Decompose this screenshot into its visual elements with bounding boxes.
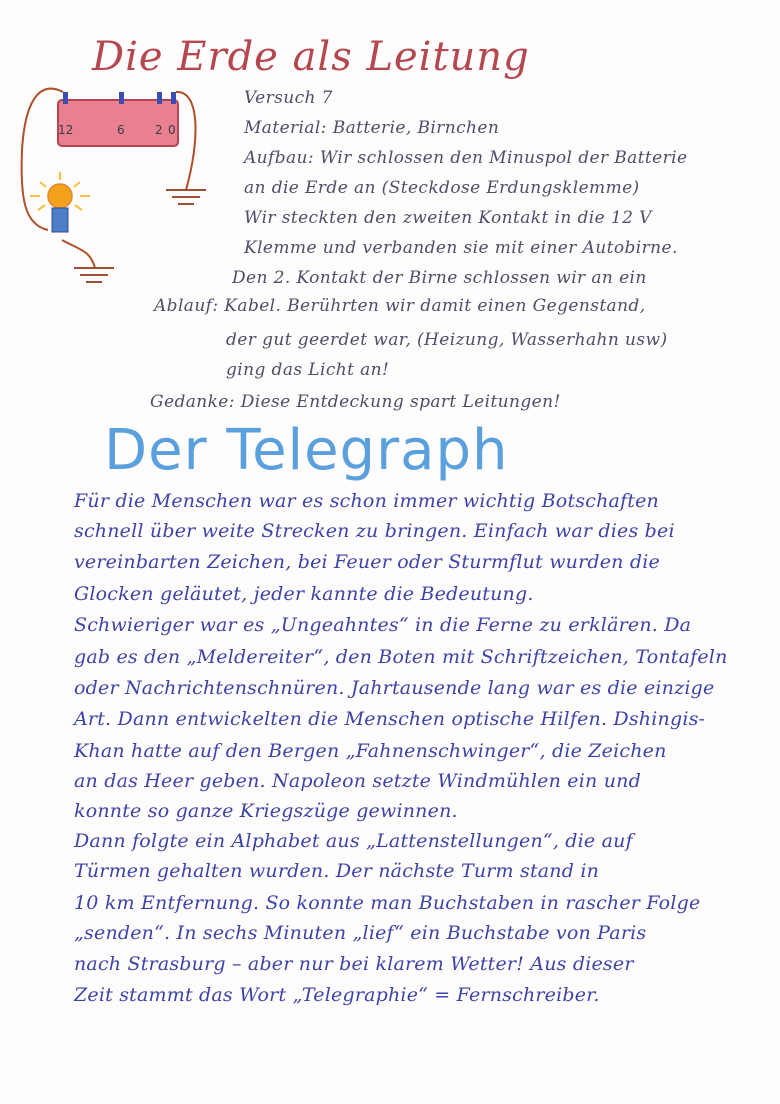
body-line: Türmen gehalten wurden. Der nächste Turm stand in (74, 860, 600, 882)
terminal-post (171, 92, 176, 104)
experiment-line: Wir steckten den zweiten Kontakt in die 12 V (244, 208, 652, 228)
experiment-line: an die Erde an (Steckdose Erdungsklemme) (244, 178, 640, 198)
body-line: schnell über weite Strecken zu bringen. Einfach war dies bei (74, 520, 675, 542)
experiment-line: Ablauf: Kabel. Berührten wir damit einen Gegenstand, (154, 296, 646, 316)
battery-label: 6 (117, 123, 125, 137)
terminal-post (119, 92, 124, 104)
body-line: Glocken geläutet, jeder kannte die Bedeutung. (74, 583, 534, 605)
body-line: Khan hatte auf den Bergen „Fahnenschwinger“, die Zeichen (74, 740, 667, 762)
heading-telegraph: Der Telegraph (104, 418, 509, 483)
body-line: Für die Menschen war es schon immer wichtig Botschaften (74, 490, 659, 512)
body-line: vereinbarten Zeichen, bei Feuer oder Sturmflut wurden die (74, 551, 660, 573)
experiment-line: Gedanke: Diese Entdeckung spart Leitungen! (150, 392, 561, 412)
ground-symbol (166, 190, 206, 204)
light-bulb (48, 184, 72, 208)
ground-symbol (74, 268, 114, 282)
body-line: konnte so ganze Kriegszüge gewinnen. (74, 800, 458, 822)
body-line: Zeit stammt das Wort „Telegraphie“ = Fernschreiber. (74, 984, 600, 1006)
terminal-post (63, 92, 68, 104)
battery-label: 2 (155, 123, 163, 137)
body-line: gab es den „Meldereiter“, den Boten mit Schriftzeichen, Tontafeln (74, 646, 728, 668)
body-line: „senden“. In sechs Minuten „lief“ ein Buchstabe von Paris (74, 922, 647, 944)
body-line: 10 km Entfernung. So konnte man Buchstaben in rascher Folge (74, 892, 701, 914)
experiment-line: Klemme und verbanden sie mit einer Autobirne. (244, 238, 678, 258)
experiment-line: Versuch 7 (244, 88, 333, 108)
experiment-line: ging das Licht an! (226, 360, 390, 380)
heading-earth-as-conductor: Die Erde als Leitung (92, 34, 530, 80)
battery-label: 12 (58, 123, 74, 137)
circuit-sketch (0, 0, 260, 300)
terminal-post (157, 92, 162, 104)
experiment-line: Aufbau: Wir schlossen den Minuspol der Batterie (244, 148, 688, 168)
body-line: oder Nachrichtenschnüren. Jahrtausende lang war es die einzige (74, 677, 715, 699)
bulb-socket (52, 208, 68, 232)
experiment-line: Den 2. Kontakt der Birne schlossen wir an ein (232, 268, 647, 288)
body-line: Art. Dann entwickelten die Menschen optische Hilfen. Dshingis- (74, 708, 706, 730)
battery-label: 0 (168, 123, 176, 137)
body-line: nach Strasburg – aber nur bei klarem Wetter! Aus dieser (74, 953, 634, 975)
wire-bulb (62, 240, 95, 268)
body-line: Schwieriger war es „Ungeahntes“ in die Ferne zu erklären. Da (74, 614, 692, 636)
body-line: an das Heer geben. Napoleon setzte Windmühlen ein und (74, 770, 641, 792)
experiment-line: Material: Batterie, Birnchen (244, 118, 500, 138)
experiment-line: der gut geerdet war, (Heizung, Wasserhahn usw) (226, 330, 668, 350)
body-line: Dann folgte ein Alphabet aus „Lattenstellungen“, die auf (74, 830, 633, 852)
